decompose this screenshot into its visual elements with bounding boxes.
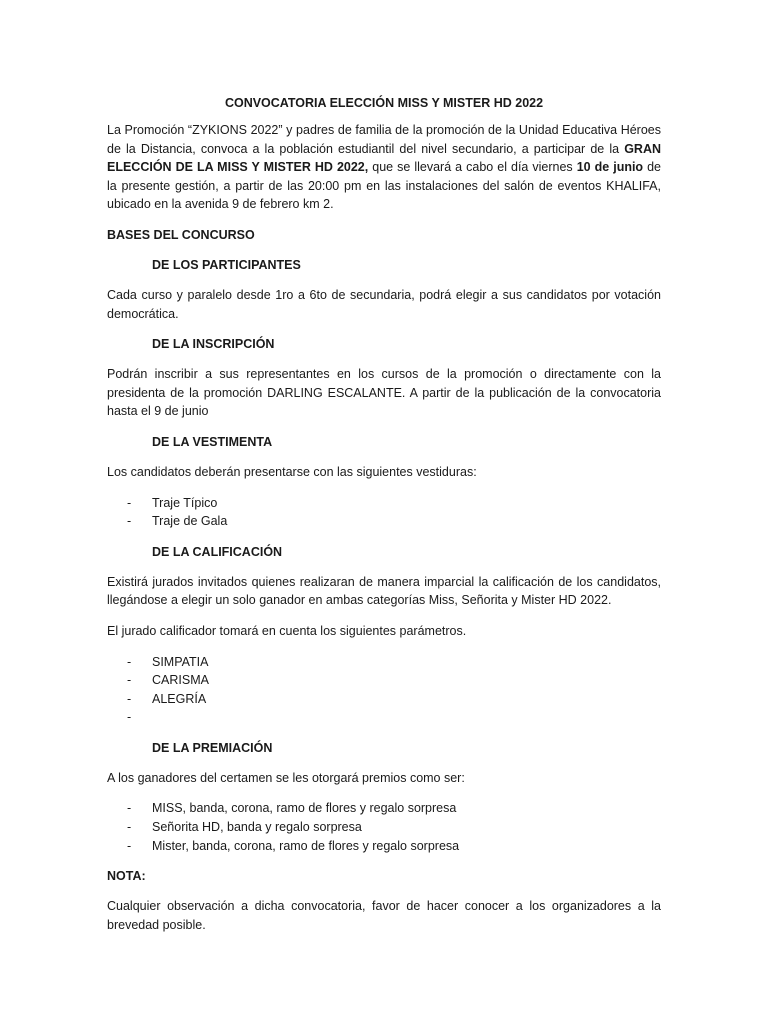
participantes-heading: DE LOS PARTICIPANTES <box>152 257 301 272</box>
calificacion-list <box>107 653 661 727</box>
nota-heading: NOTA: <box>107 869 146 884</box>
dash-bullet: - <box>127 838 132 853</box>
premiacion-text: A los ganadores del certamen se les otorgará premios como ser: <box>107 770 465 785</box>
premiacion-heading: DE LA PREMIACIÓN <box>152 740 273 755</box>
list-item <box>107 837 661 856</box>
participantes-text: Cada curso y paralelo desde 1ro a 6to de secundaria, podrá elegir a sus candidatos por votación democrática. <box>107 287 661 321</box>
calificacion-text: Existirá jurados invitados quienes realizaran de manera imparcial la calificación de los candidatos, llegándose a elegir un solo ganador en ambas categorías Miss, Señorita y Mister HD 2022. <box>107 574 661 608</box>
dash-bullet: - <box>127 654 132 669</box>
list-item <box>107 512 661 531</box>
intro-text-3: de la presente gestión, a partir de las 20:00 pm en las instalaciones del salón de eventos KHALIFA, ubicado en la avenida 9 de febrero km 2. <box>107 160 661 212</box>
dash-bullet: - <box>127 495 132 510</box>
list-item <box>107 799 661 818</box>
list-item <box>107 708 661 727</box>
list-item <box>107 818 661 837</box>
dash-bullet: - <box>127 801 132 816</box>
dash-bullet: - <box>127 514 132 529</box>
bases-heading: BASES DEL CONCURSO <box>107 227 255 242</box>
intro-text-1: La Promoción “ZYKIONS 2022” y padres de familia de la promoción de la Unidad Educativa Héroes de la Distancia, convoca a la población estudiantil del nivel secundario, a participar de la <box>107 123 661 156</box>
inscripcion-heading: DE LA INSCRIPCIÓN <box>152 337 275 352</box>
intro-bold-1: GRAN ELECCIÓN DE LA MISS Y MISTER HD 2022, <box>107 141 661 175</box>
list-item <box>107 494 661 513</box>
list-item-text: MISS, banda, corona, ramo de flores y regalo sorpresa <box>152 801 457 816</box>
list-item-text: CARISMA <box>152 673 209 688</box>
vestimenta-list <box>107 494 661 531</box>
list-item-text: SIMPATIA <box>152 654 209 669</box>
inscripcion-text: Podrán inscribir a sus representantes en los cursos de la promoción o directamente con la presidenta de la promoción DARLING ESCALANTE. A partir de la publicación de la convocatoria hasta el 9 de junio <box>107 367 661 419</box>
document-title: CONVOCATORIA ELECCIÓN MISS Y MISTER HD 2022 <box>224 96 544 110</box>
premiacion-list <box>107 799 661 855</box>
nota-text: Cualquier observación a dicha convocatoria, favor de hacer conocer a los organizadores a la brevedad posible. <box>107 899 661 932</box>
vestimenta-text: Los candidatos deberán presentarse con las siguientes vestiduras: <box>107 464 477 479</box>
intro-paragraph <box>107 121 661 214</box>
list-item <box>107 690 661 709</box>
list-item-text: ALEGRÍA <box>152 691 207 706</box>
vestimenta-heading: DE LA VESTIMENTA <box>152 434 273 449</box>
calificacion-heading: DE LA CALIFICACIÓN <box>152 544 283 559</box>
list-item <box>107 653 661 672</box>
list-item <box>107 671 661 690</box>
dash-bullet: - <box>127 673 132 688</box>
list-item-text: Señorita HD, banda y regalo sorpresa <box>152 820 362 835</box>
calificacion-text-2: El jurado calificador tomará en cuenta los siguientes parámetros. <box>107 623 467 638</box>
intro-bold-2: 10 de junio <box>576 160 644 175</box>
list-item-text: Traje de Gala <box>152 514 228 529</box>
list-item-text: Mister, banda, corona, ramo de flores y regalo sorpresa <box>152 838 460 853</box>
dash-bullet: - <box>127 820 132 835</box>
dash-bullet: - <box>127 691 132 706</box>
list-item-text: Traje Típico <box>152 495 218 510</box>
dash-bullet: - <box>127 710 132 725</box>
intro-text-2: que se llevará a cabo el día viernes <box>368 160 577 175</box>
